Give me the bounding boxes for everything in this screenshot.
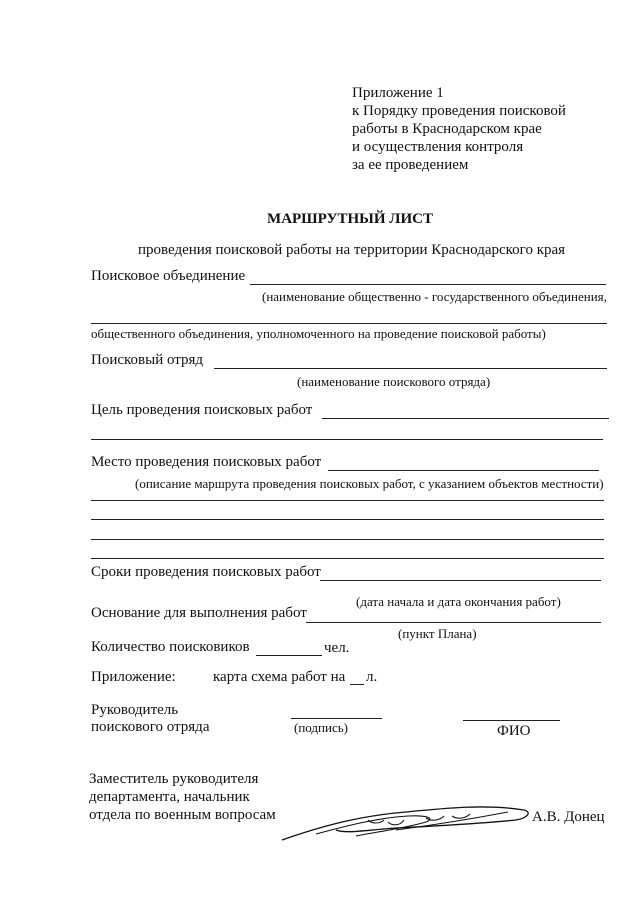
- attachment-pages-field[interactable]: [350, 684, 364, 685]
- association-field-line-2[interactable]: [91, 323, 607, 324]
- leader-name-hint: ФИО: [497, 723, 531, 739]
- goal-field-line-2[interactable]: [91, 439, 603, 440]
- attachment-unit: л.: [366, 669, 378, 685]
- count-field[interactable]: [256, 655, 322, 656]
- association-label: Поисковое объединение: [91, 268, 246, 284]
- basis-label: Основание для выполнения работ: [91, 605, 307, 621]
- squad-field[interactable]: [214, 368, 607, 369]
- association-field[interactable]: [250, 284, 606, 285]
- leader-signature-field[interactable]: [291, 718, 382, 719]
- place-hint: (описание маршрута проведения поисковых работ, с указанием объектов местности): [135, 476, 604, 491]
- place-field-line-2[interactable]: [91, 500, 604, 501]
- terms-field[interactable]: [320, 580, 601, 581]
- association-hint-1: (наименование общественно - государственного объединения,: [262, 289, 607, 304]
- place-label: Место проведения поисковых работ: [91, 454, 322, 470]
- appendix-line-4: и осуществления контроля: [352, 139, 524, 155]
- goal-label: Цель проведения поисковых работ: [91, 402, 313, 418]
- basis-hint: (пункт Плана): [398, 626, 477, 641]
- place-field-line-4[interactable]: [91, 539, 604, 540]
- association-hint-2: общественного объединения, уполномоченного на проведение поисковой работы): [91, 326, 546, 341]
- deputy-title-line-2: департамента, начальник: [89, 789, 250, 805]
- leader-signature-hint: (подпись): [294, 720, 348, 735]
- basis-field[interactable]: [306, 622, 601, 623]
- deputy-title-line-3: отдела по военным вопросам: [89, 807, 276, 823]
- appendix-line-3: работы в Краснодарском крае: [352, 121, 542, 137]
- leader-title-line-1: Руководитель: [91, 702, 179, 718]
- attachment-text: карта схема работ на: [213, 669, 346, 685]
- appendix-line-2: к Порядку проведения поисковой: [352, 103, 566, 119]
- squad-label: Поисковый отряд: [91, 352, 204, 368]
- leader-title-line-2: поискового отряда: [91, 719, 210, 735]
- appendix-line-5: за ее проведением: [352, 157, 469, 173]
- terms-label: Сроки проведения поисковых работ: [91, 564, 321, 580]
- count-unit: чел.: [324, 640, 350, 656]
- place-field[interactable]: [328, 470, 599, 471]
- deputy-signature: [276, 796, 536, 848]
- squad-hint: (наименование поискового отряда): [297, 374, 491, 389]
- deputy-title-line-1: Заместитель руководителя: [89, 771, 259, 787]
- deputy-name: А.В. Донец: [532, 809, 605, 825]
- leader-name-field[interactable]: [463, 720, 560, 721]
- document-title: МАРШРУТНЫЙ ЛИСТ: [267, 211, 433, 227]
- terms-hint: (дата начала и дата окончания работ): [356, 594, 561, 609]
- count-label: Количество поисковиков: [91, 639, 250, 655]
- document-subtitle: проведения поисковой работы на территории Краснодарского края: [138, 242, 566, 258]
- goal-field[interactable]: [322, 418, 609, 419]
- appendix-line-1: Приложение 1: [352, 85, 444, 101]
- place-field-line-3[interactable]: [91, 519, 604, 520]
- place-field-line-5[interactable]: [91, 558, 604, 559]
- attachment-label: Приложение:: [91, 669, 176, 685]
